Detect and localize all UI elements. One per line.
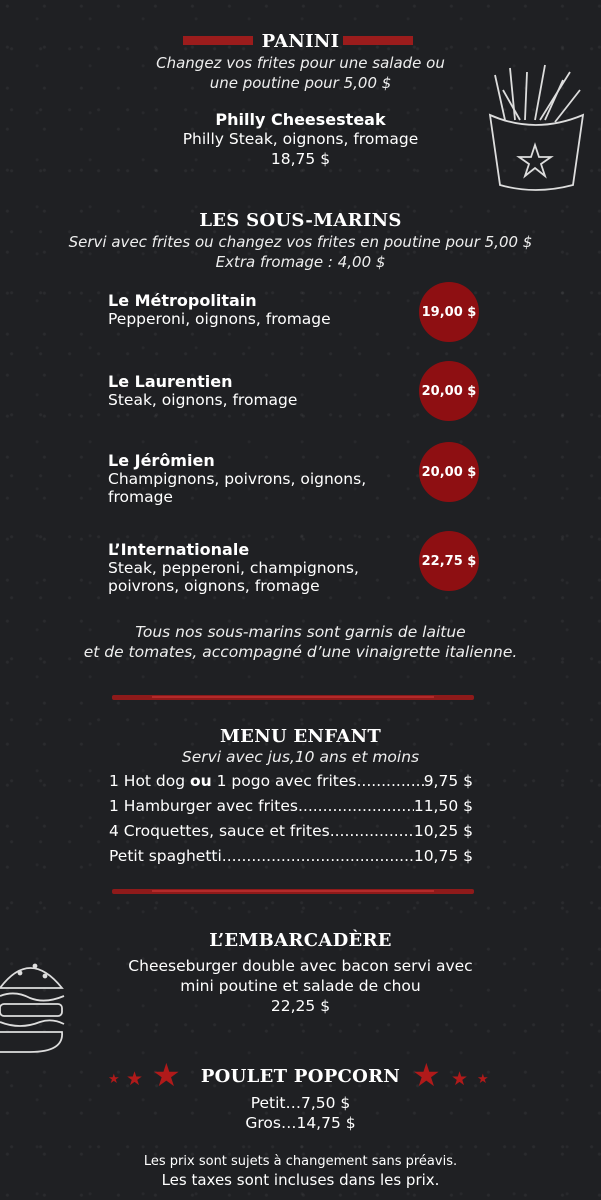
kid-menu-row [109, 771, 473, 791]
row-price: 11,50 $ [413, 797, 473, 815]
menu-item [108, 373, 408, 409]
price-badge: 22,75 $ [419, 531, 479, 591]
item-desc: fromage [108, 488, 173, 506]
philly-name: Philly Cheesesteak [215, 110, 386, 129]
item-name: Le Laurentien [108, 372, 233, 391]
price-badge: 20,00 $ [419, 442, 479, 502]
menu-item [108, 452, 408, 506]
row-label: 4 Croquettes, sauce et frites [109, 822, 330, 840]
leader-dots [357, 771, 424, 791]
row-price: 10,25 $ [413, 822, 473, 840]
leader-dots [222, 846, 414, 866]
row-price: 9,75 $ [423, 772, 473, 790]
row-label: 1 Hot dog ou 1 pogo avec frites [109, 772, 357, 790]
sous-marins-subtitle-1: Servi avec frites ou changez vos frites en poutine pour 5,00 $ [68, 233, 533, 251]
star-icon: ★ [477, 1072, 489, 1087]
kid-menu-row [109, 846, 473, 866]
fries-illustration [485, 60, 590, 195]
footer-line-1: Les prix sont sujets à changement sans préavis. [143, 1154, 458, 1169]
item-name: Le Métropolitain [108, 291, 257, 310]
star-icon: ★ [412, 1056, 441, 1094]
sous-marins-note-1: Tous nos sous-marins sont garnis de laitue [135, 623, 466, 641]
panini-title: PANINI [261, 31, 340, 52]
price-badge: 20,00 $ [419, 361, 479, 421]
menu-enfant-title: MENU ENFANT [219, 726, 382, 747]
embarcadere-title: L’EMBARCADÈRE [209, 930, 392, 951]
item-name: Le Jérômien [108, 451, 215, 470]
kid-menu-row [109, 796, 473, 816]
price-badge: 19,00 $ [419, 282, 479, 342]
item-desc: Pepperoni, oignons, fromage [108, 310, 331, 328]
menu-enfant-subtitle: Servi avec jus,10 ans et moins [181, 748, 420, 766]
philly-desc: Philly Steak, oignons, fromage [182, 130, 419, 148]
leader-dots [298, 796, 414, 816]
star-icon: ★ [108, 1072, 120, 1087]
burger-illustration [0, 948, 68, 1058]
star-icon: ★ [152, 1056, 181, 1094]
embarcadere-desc-2: mini poutine et salade de chou [180, 977, 421, 995]
footer-line-2: Les taxes sont incluses dans les prix. [161, 1171, 440, 1189]
item-desc: poivrons, oignons, fromage [108, 577, 320, 595]
item-name: L’Internationale [108, 540, 250, 559]
item-desc: Steak, oignons, fromage [108, 391, 298, 409]
panini-subtitle-2: une poutine pour 5,00 $ [209, 74, 392, 92]
kid-menu-row [109, 821, 473, 841]
embarcadere-price: 22,25 $ [270, 997, 331, 1015]
menu-item [108, 541, 408, 595]
embarcadere-desc-1: Cheeseburger double avec bacon servi avec [128, 957, 473, 975]
star-icon: ★ [126, 1068, 144, 1090]
sous-marins-subtitle-2: Extra fromage : 4,00 $ [215, 253, 386, 271]
sous-marins-title: LES SOUS-MARINS [199, 210, 402, 231]
row-price: 10,75 $ [413, 847, 473, 865]
sous-marins-note-2: et de tomates, accompagné d’une vinaigrette italienne. [83, 643, 518, 661]
poulet-popcorn-title: POULET POPCORN [200, 1066, 401, 1087]
poulet-petit: Petit…7,50 $ [250, 1094, 351, 1112]
row-label: Petit spaghetti [109, 847, 222, 865]
menu-item [108, 292, 408, 328]
item-desc: Steak, pepperoni, champignons, [108, 559, 359, 577]
section-divider [112, 695, 474, 700]
philly-price: 18,75 $ [270, 150, 331, 168]
section-divider [112, 889, 474, 894]
leader-dots [330, 821, 414, 841]
poulet-gros: Gros…14,75 $ [245, 1114, 356, 1132]
row-label: 1 Hamburger avec frites [109, 797, 298, 815]
star-icon: ★ [451, 1068, 469, 1090]
panini-subtitle-1: Changez vos frites pour une salade ou [156, 54, 445, 72]
item-desc: Champignons, poivrons, oignons, [108, 470, 367, 488]
